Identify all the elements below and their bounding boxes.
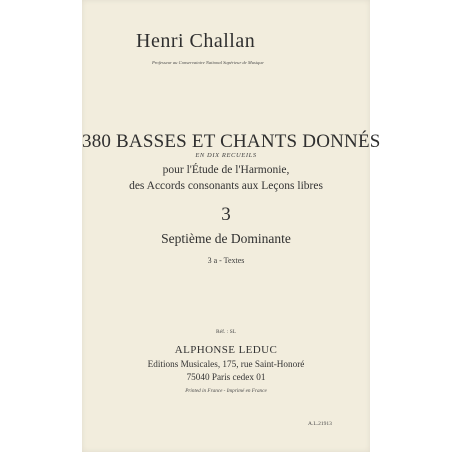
- part-label: 3 a - Textes: [207, 256, 245, 265]
- publisher-name: ALPHONSE LEDUC: [174, 344, 278, 356]
- score-cover: [82, 0, 381, 452]
- volume-number: 3: [221, 204, 231, 225]
- printed-in-label: Printed in France - Imprimé en France: [185, 388, 267, 394]
- author-subtitle: Professeur au Conservatoire National Supérieur de Musique: [152, 60, 264, 65]
- catalog-code: A.L.21913: [308, 421, 332, 427]
- reference-label: Réf. : SL: [215, 329, 236, 335]
- book-title: 380 BASSES ET CHANTS DONNÉS: [82, 131, 381, 152]
- publisher-city: 75040 Paris cedex 01: [186, 372, 266, 382]
- publisher-address: Editions Musicales, 175, rue Saint-Honoré: [147, 359, 305, 369]
- description-line-2: des Accords consonants aux Leçons libres: [129, 180, 323, 192]
- volume-title: Septième de Dominante: [161, 231, 291, 246]
- book-subtitle: EN DIX RECUEILS: [195, 152, 257, 159]
- description-line-1: pour l'Étude de l'Harmonie,: [162, 164, 290, 176]
- author-name: Henri Challan: [136, 30, 256, 52]
